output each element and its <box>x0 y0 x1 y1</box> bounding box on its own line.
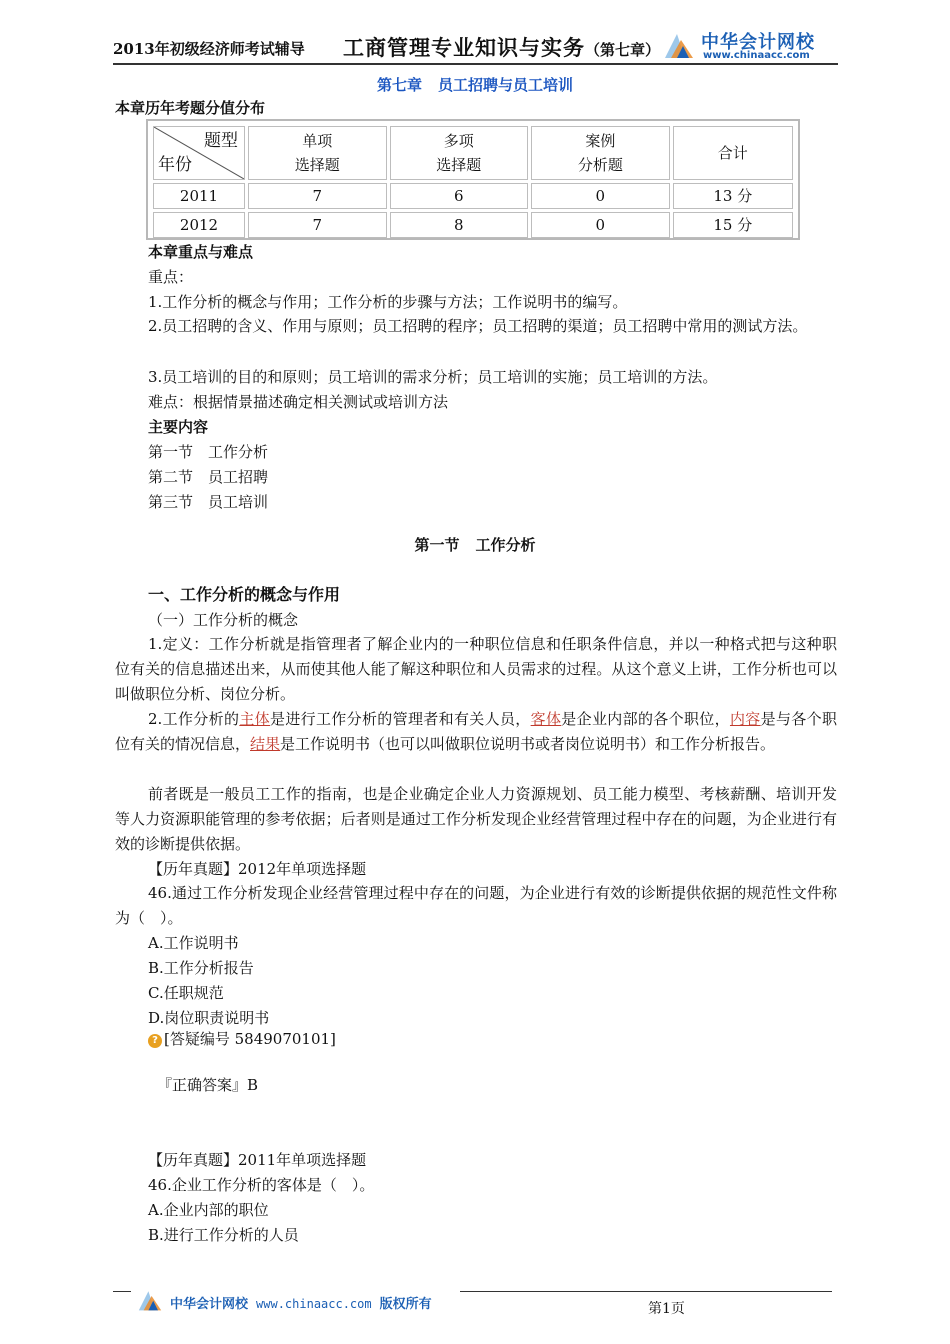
content-item-2: 第二节 员工招聘 <box>148 468 269 486</box>
value-cell: 0 <box>531 212 670 238</box>
term-content: 内容 <box>729 710 761 728</box>
question-2-option-b: B.进行工作分析的人员 <box>148 1226 299 1244</box>
footer-url[interactable]: www.chinaacc.com <box>256 1297 372 1311</box>
main-content-title: 主要内容 <box>148 418 209 436</box>
logo-mark-icon <box>663 30 695 60</box>
logo-name: 中华会计网校 <box>701 32 815 53</box>
table-corner-cell <box>153 126 245 180</box>
corner-label-type: 题型 <box>204 131 238 151</box>
chapter-title <box>0 74 950 95</box>
chapter-number: 第七章 <box>376 76 422 94</box>
question-1-answer: 『正确答案』B <box>157 1076 259 1094</box>
column-header: 多项 选择题 <box>390 126 529 180</box>
value-cell: 0 <box>531 183 670 209</box>
subject-object-paragraph: 2.工作分析的主体是进行工作分析的管理者和有关人员，客体是企业内部的各个职位，内容是与各个职位有关的情况信息，结果是工作说明书（也可以叫做职位说明书或者岗位说明书）和工作分析报告。 <box>115 710 837 753</box>
subheading-concept: （一）工作分析的概念 <box>148 611 299 629</box>
question-2-tag: 【历年真题】2011年单项选择题 <box>148 1151 367 1169</box>
question-1-id: [答疑编号 5849070101] <box>164 1030 336 1048</box>
question-1-id-row[interactable] <box>148 1027 336 1051</box>
difficulty-text: 难点：根据情景描述确定相关测试或培训方法 <box>148 393 449 411</box>
term-object: 客体 <box>530 710 562 728</box>
heading-concept-role: 一、工作分析的概念与作用 <box>148 585 341 604</box>
column-header: 单项 选择题 <box>248 126 387 180</box>
section-number: 第一节 <box>414 536 460 554</box>
question-1-tag: 【历年真题】2012年单项选择题 <box>148 860 367 878</box>
value-cell: 6 <box>390 183 529 209</box>
page-number: 第1页 <box>648 1301 685 1317</box>
table-row <box>153 183 793 209</box>
explanation-paragraph: 前者既是一般员工工作的指南，也是企业确定企业人力资源规划、员工能力模型、考核薪酬、培训开发等人力资源职能管理的参考依据；后者则是通过工作分析发现企业经营管理过程中存在的问题，为企业进行有效的诊断提供依据。 <box>115 785 837 853</box>
key-point-3: 3.员工培训的目的和原则；员工培训的需求分析；员工培训的实施；员工培训的方法。 <box>148 368 718 386</box>
header-title-suffix: （第七章） <box>585 41 661 59</box>
content-item-1: 第一节 工作分析 <box>148 443 269 461</box>
footer-name: 中华会计网校 <box>170 1297 249 1312</box>
total-cell: 13 分 <box>673 183 793 209</box>
question-2-option-a: A.企业内部的职位 <box>148 1201 269 1219</box>
column-header-total: 合计 <box>673 126 793 180</box>
footer-logo-icon <box>137 1288 163 1312</box>
chapter-name: 员工招聘与员工培训 <box>438 76 574 94</box>
page-header <box>113 28 838 64</box>
key-points-title: 本章重点与难点 <box>148 243 254 261</box>
column-header: 案例 分析题 <box>531 126 670 180</box>
question-1-option-c: C.任职规范 <box>148 984 224 1002</box>
table-row <box>153 212 793 238</box>
key-points-label: 重点： <box>148 268 194 286</box>
value-cell: 7 <box>248 212 387 238</box>
question-1-option-a: A.工作说明书 <box>148 934 239 952</box>
header-title-main: 工商管理专业知识与实务 <box>343 35 585 60</box>
year-cell: 2011 <box>153 183 245 209</box>
content-item-3: 第三节 员工培训 <box>148 493 269 511</box>
term-subject: 主体 <box>239 710 270 728</box>
key-point-1: 1.工作分析的概念与作用；工作分析的步骤与方法；工作说明书的编写。 <box>148 293 628 311</box>
header-exam-name: 2013年初级经济师考试辅导 <box>113 40 305 58</box>
section-name: 工作分析 <box>475 536 536 554</box>
score-distribution-table <box>146 119 800 240</box>
value-cell: 7 <box>248 183 387 209</box>
header-book-title <box>343 32 660 62</box>
year-cell: 2012 <box>153 212 245 238</box>
corner-label-year: 年份 <box>158 155 192 175</box>
key-point-2: 2.员工招聘的含义、作用与原则；员工招聘的程序；员工招聘的渠道；员工招聘中常用的测试方法。 <box>148 317 808 335</box>
question-mark-icon[interactable]: ? <box>148 1034 162 1048</box>
question-1-option-d: D.岗位职责说明书 <box>148 1009 270 1027</box>
question-1-option-b: B.工作分析报告 <box>148 959 254 977</box>
value-cell: 8 <box>390 212 529 238</box>
footer-brand <box>170 1293 432 1312</box>
logo-url: www.chinaacc.com <box>703 50 810 61</box>
section-title <box>0 534 950 555</box>
definition-paragraph: 1.定义：工作分析就是指管理者了解企业内的一种职位信息和任职条件信息，并以一种格式把与这种职位有关的信息描述出来，从而使其他人能了解这种职位和人员需求的过程。从这个意义上讲，工作分析也可以叫做职位分析、岗位分析。 <box>115 635 837 703</box>
question-1-stem: 46.通过工作分析发现企业经营管理过程中存在的问题，为企业进行有效的诊断提供依据的规范性文件称为（ ）。 <box>115 884 837 927</box>
term-result: 结果 <box>250 735 281 753</box>
header-divider <box>113 63 838 65</box>
total-cell: 15 分 <box>673 212 793 238</box>
footer-rights: 版权所有 <box>379 1297 432 1312</box>
brand-logo <box>663 28 838 64</box>
footer-divider-right <box>460 1291 832 1292</box>
footer-divider-left <box>113 1291 131 1292</box>
score-distribution-title: 本章历年考题分值分布 <box>115 99 266 117</box>
question-2-stem: 46.企业工作分析的客体是（ ）。 <box>148 1176 375 1194</box>
